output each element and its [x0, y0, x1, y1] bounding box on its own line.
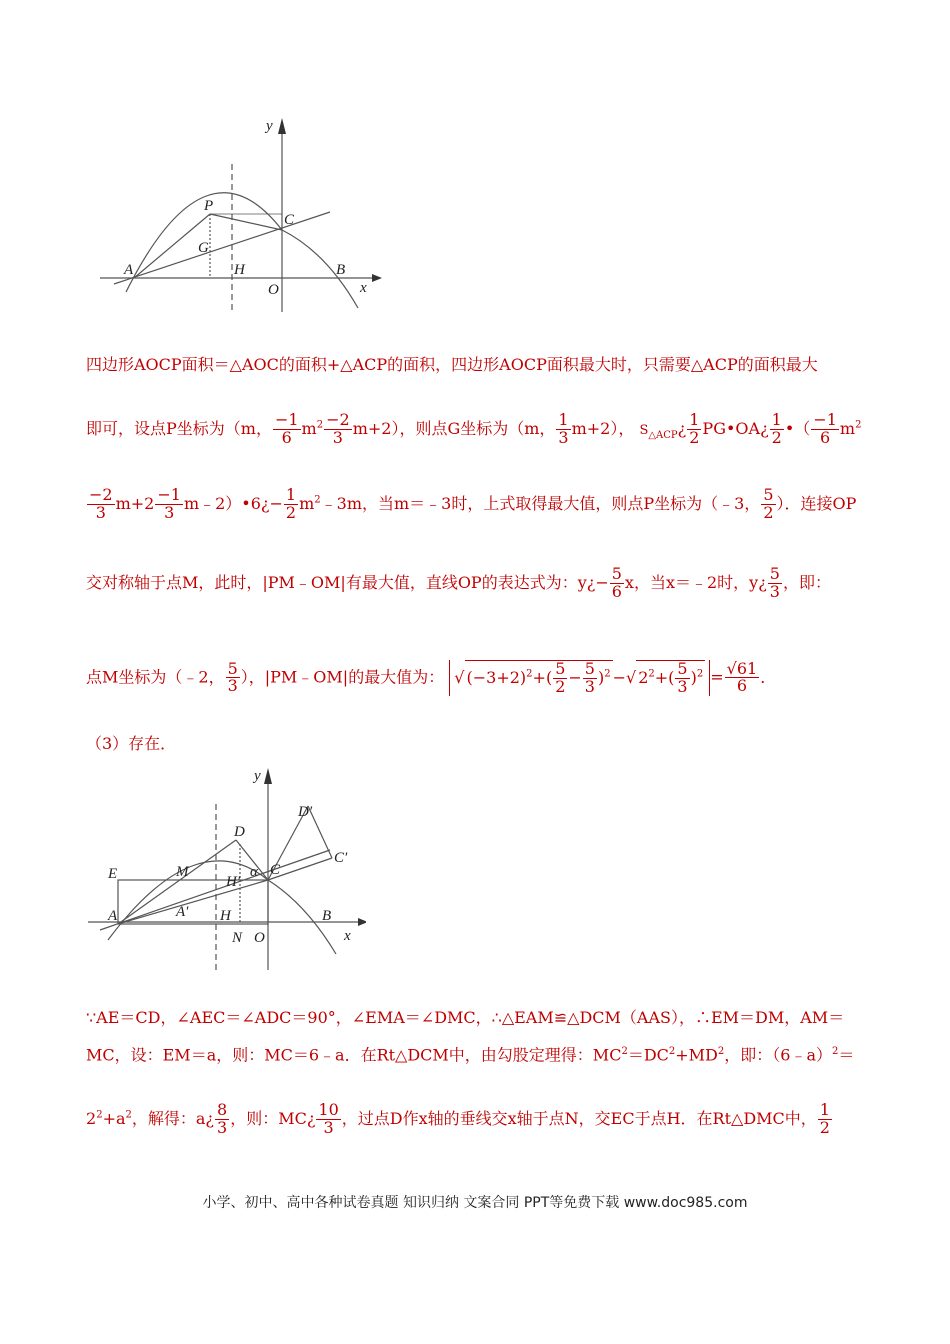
fig2-label-O: O [254, 930, 265, 946]
fig2-label-H: H [220, 908, 231, 924]
fig2-label-Cp: C′ [334, 850, 348, 866]
fig2-label-Dp: D′ [298, 804, 313, 820]
fig1-label-B: B [336, 262, 346, 278]
fig2-label-D: D [234, 824, 245, 840]
text-line-9: $2^2+a^2$，解得：a¿ $\frac{8}{3}$ ，则：MC¿ $\frac{10}{3}$ ，过点D作x轴的垂线交x轴于点N，交EC于点H．在Rt△DMC中， $\frac{1}{2}$ [86, 1100, 830, 1137]
fig1-label-P: P [204, 198, 214, 214]
fig1-label-x: x [360, 280, 367, 296]
fig1-label-y: y [266, 118, 273, 134]
figure-2-construction [86, 764, 366, 974]
abs-expression: √ $(-3+2)^2+$( $\frac{5}{2}$ − $\frac{5}{3}$ )$^2$ −√ $2^2+$( $\frac{5}{3}$ )$^2$ [449, 660, 710, 696]
fig2-label-y: y [254, 768, 261, 784]
figure-1-parabola [96, 112, 386, 322]
text-line-2: 即可，设点P坐标为（m， $\frac{-1}{6}$ $m^2$ $\frac{-2}{3}$ m+2），则点G坐标为（m， $\frac{1}{3}$ m+2）， $S_{\triangle ACP}¿$ $\frac{1}{2}$ PG•OA¿ $\frac{1}{2}$ •（ $\frac{-1}{6}$ $m^2$ [86, 410, 862, 447]
fig2-label-B: B [322, 908, 332, 924]
fraction: $\frac{-1}{6}$ [274, 410, 299, 447]
fig1-label-O: O [268, 282, 279, 298]
text-line-1: 四边形AOCP面积＝△AOC的面积+△ACP的面积，四边形AOCP面积最大时，只需要△ACP的面积最大 [86, 355, 818, 374]
fig2-label-C: C [270, 862, 281, 878]
fig2-label-N: N [232, 930, 243, 946]
fig2-label-x: x [344, 928, 351, 944]
fig2-label-A: A [108, 908, 118, 924]
fig2-label-alpha: α [250, 864, 258, 880]
fig1-label-G: G [198, 240, 209, 256]
text-line-8: MC，设：EM＝a，则：MC＝6﹣a．在Rt△DCM中，由勾股定理得：$MC^2=DC^2+MD^2$，即：（6﹣a）$^2$＝ [86, 1045, 855, 1065]
footer-text: 小学、初中、高中各种试卷真题 知识归纳 文案合同 PPT等免费下载 www.doc985.com [202, 1195, 748, 1211]
fig1-label-C: C [284, 212, 295, 228]
fig2-label-M: M [176, 864, 189, 880]
fig2-label-Ap: A′ [176, 904, 189, 920]
fig2-label-Hp: H′ [226, 874, 241, 890]
text-line-5: 点M坐标为（﹣2， $\frac{5}{3}$ ），|PM﹣OM|的最大值为： √ $(-3+2)^2+$( $\frac{5}{2}$ − $\frac{5}{3}$ )$^2$ −√ $2^2+$( $\frac{5}{3}$ )$^2$ = $\frac{√61}{6}$ ． [86, 658, 777, 696]
fig1-label-H: H [234, 262, 245, 278]
text-line-4: 交对称轴于点M，此时，|PM﹣OM|有最大值，直线OP的表达式为：y¿− $\frac{5}{6}$ x，当x＝﹣2时，y¿ $\frac{5}{3}$ ，即： [86, 564, 831, 601]
fig2-label-E: E [108, 866, 118, 882]
text-line-3: $\frac{-2}{3}$ m+2 $\frac{-1}{3}$ m﹣2）•6¿− $\frac{1}{2}$ $m^2﹣3m$，当m＝﹣3时，上式取得最大值，则点P坐标为（﹣3， $\frac{5}{2}$ ）．连接OP [89, 485, 857, 522]
fig1-label-A: A [124, 262, 134, 278]
text-line-7: ∵AE＝CD，∠AEC＝∠ADC＝90°，∠EMA＝∠DMC，∴△EAM≌△DCM（AAS），∴EM＝DM，AM＝ [86, 1008, 845, 1027]
text-line-6: （3）存在． [86, 734, 177, 753]
